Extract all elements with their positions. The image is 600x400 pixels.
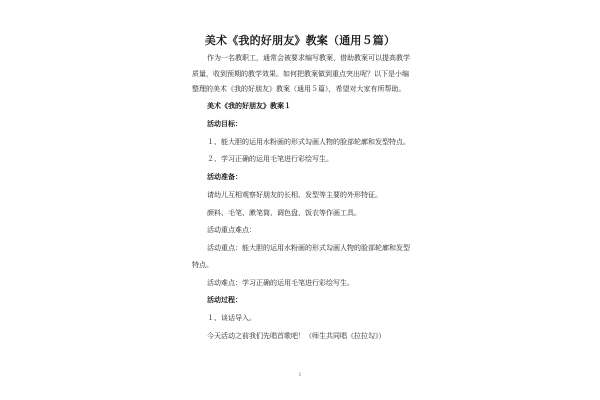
page-number: 1 — [298, 372, 302, 378]
prep-item-2: 颜料、毛笔、漱笔筒、调色盘、饭衣等作画工具。 — [207, 209, 361, 217]
intro-line-2: 质量，收到预期的教学效果。如何把教案做到重点突出呢？以下是小编 — [192, 70, 409, 78]
process-heading: 活动过程： — [207, 296, 242, 304]
keypoints-heading: 活动重点难点： — [207, 226, 256, 234]
difficulty-line: 活动难点：学习正确的运用毛笔进行彩绘写生。 — [207, 279, 354, 287]
key-point-line-2: 特点。 — [192, 261, 213, 269]
process-item-1: １、谈话导入。 — [207, 314, 256, 322]
section-heading: 美术《我的好朋友》教案１ — [207, 102, 291, 110]
document-title: 美术《我的好朋友》教案（通用５篇） — [204, 34, 396, 47]
process-item-2: 今天活动之前我们先唱首歌吧！（师生共同唱《拉拉勾》） — [207, 332, 386, 340]
intro-line-1: 作为一名教职工，通常会被要求编写教案，借助教案可以提高教学 — [207, 54, 410, 62]
goal-item-1: １、能大胆的运用水粉画的形式勾画人物的脸部轮廓和发型特点。 — [207, 138, 410, 146]
key-point-line-1: 活动重点：能大胆的运用水粉画的形式勾画人物的脸部轮廓和发型 — [207, 244, 410, 252]
prep-item-1: 请幼儿互相观察好朋友的长相、发型等主要的外形特征。 — [207, 191, 382, 199]
goal-item-2: ２、学习正确的运用毛笔进行彩绘写生。 — [207, 155, 333, 163]
prep-heading: 活动准备： — [207, 173, 242, 181]
goals-heading: 活动目标： — [207, 120, 242, 128]
intro-line-3: 整理的美术《我的好朋友》教案（通用５篇），希望对大家有所帮助。 — [192, 85, 406, 93]
